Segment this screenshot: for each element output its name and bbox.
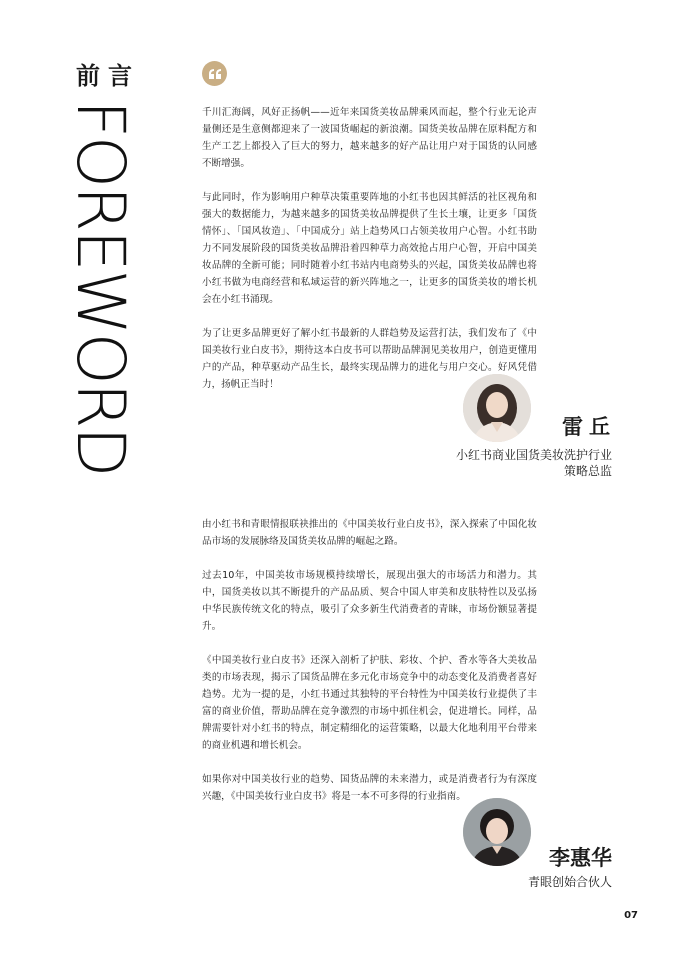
- foreword-vertical-title-wrap: [62, 100, 139, 590]
- page-title: 前言: [76, 62, 140, 90]
- avatar-leiqiu: [463, 374, 531, 442]
- quote-icon: [202, 61, 227, 86]
- signature-name: 李惠华: [549, 846, 612, 870]
- quote-mark-icon: [208, 68, 222, 80]
- signature-name: 雷丘: [562, 415, 616, 439]
- paragraph: 过去10年，中国美妆市场规模持续增长，展现出强大的市场活力和潜力。其中，国货美妆以其不断提升的产品品质、契合中国人审美和皮肤特性以及弘扬中华民族传统文化的特点，吸引了众多新生代消费者的青睐，市场份额显著提升。: [202, 570, 537, 632]
- paragraph: 与此同时，作为影响用户种草决策重要阵地的小红书也因其鲜活的社区视角和强大的数据能力，为越来越多的国货美妆品牌提供了生长土壤，让更多「国货情怀」、「国风妆造」、「中国成分」站上趋势风口占领美妆用户心智。小红书助力不同发展阶段的国货美妆品牌沿着四种草力高效抢占用户心智，开启中国美妆品牌的全新可能；同时随着小红书站内电商势头的兴起，国货美妆品牌也将小红书做为电商经营和私域运营的新兴阵地之一，让更多的国货美妆的增长机会在小红书涌现。: [202, 192, 537, 305]
- paragraph: 千川汇海阔，风好正扬帆——近年来国货美妆品牌乘风而起，整个行业无论声量侧还是生意侧都迎来了一波国货崛起的新浪潮。国货美妆品牌在原料配方和生产工艺上都投入了巨大的努力，越来越多的好产品让用户对于国货的认同感不断增强。: [202, 107, 537, 169]
- page-number: 07: [624, 910, 638, 921]
- paragraph: 由小红书和青眼情报联袂推出的《中国美妆行业白皮书》，深入探索了中国化妆品市场的发展脉络及国货美妆品牌的崛起之路。: [202, 519, 537, 547]
- portrait-lihuihua-icon: [463, 798, 531, 866]
- signature-title-line: 策略总监: [563, 464, 612, 478]
- signature-title-line: 小红书商业国货美妆洗护行业: [455, 448, 612, 462]
- paragraph: 如果你对中国美妆行业的趋势、国货品牌的未来潜力，或是消费者行为有深度兴趣，《中国美妆行业白皮书》将是一本不可多得的行业指南。: [202, 774, 537, 802]
- foreword-vertical-title: FOREWORD: [62, 100, 139, 476]
- paragraph: 《中国美妆行业白皮书》还深入剖析了护肤、彩妆、个护、香水等各大美妆品类的市场表现，揭示了国货品牌在多元化市场竞争中的动态变化及消费者喜好趋势。尤为一提的是，小红书通过其独特的平台特性为中国美妆行业提供了丰富的商业价值，帮助品牌在竞争激烈的市场中抓住机会，促进增长。同样，品牌需要针对小红书的特点，制定精细化的运营策略，以最大化地利用平台带来的商业机遇和增长机会。: [202, 655, 537, 751]
- portrait-leiqiu-icon: [463, 374, 531, 442]
- paragraph: 为了让更多品牌更好了解小红书最新的人群趋势及运营打法，我们发布了《中国美妆行业白皮书》，期待这本白皮书可以帮助品牌洞见美妆用户，创造更懂用户的产品，种草驱动产品生长，最终实现品牌力的进化与用户交心。好风凭借力，扬帆正当时！: [202, 328, 537, 390]
- signature-title: 青眼创始合伙人: [527, 875, 612, 889]
- foreword-block-1: [202, 104, 537, 393]
- signature-title: [456, 447, 612, 479]
- foreword-block-2: [202, 516, 537, 805]
- avatar-lihuihua: [463, 798, 531, 866]
